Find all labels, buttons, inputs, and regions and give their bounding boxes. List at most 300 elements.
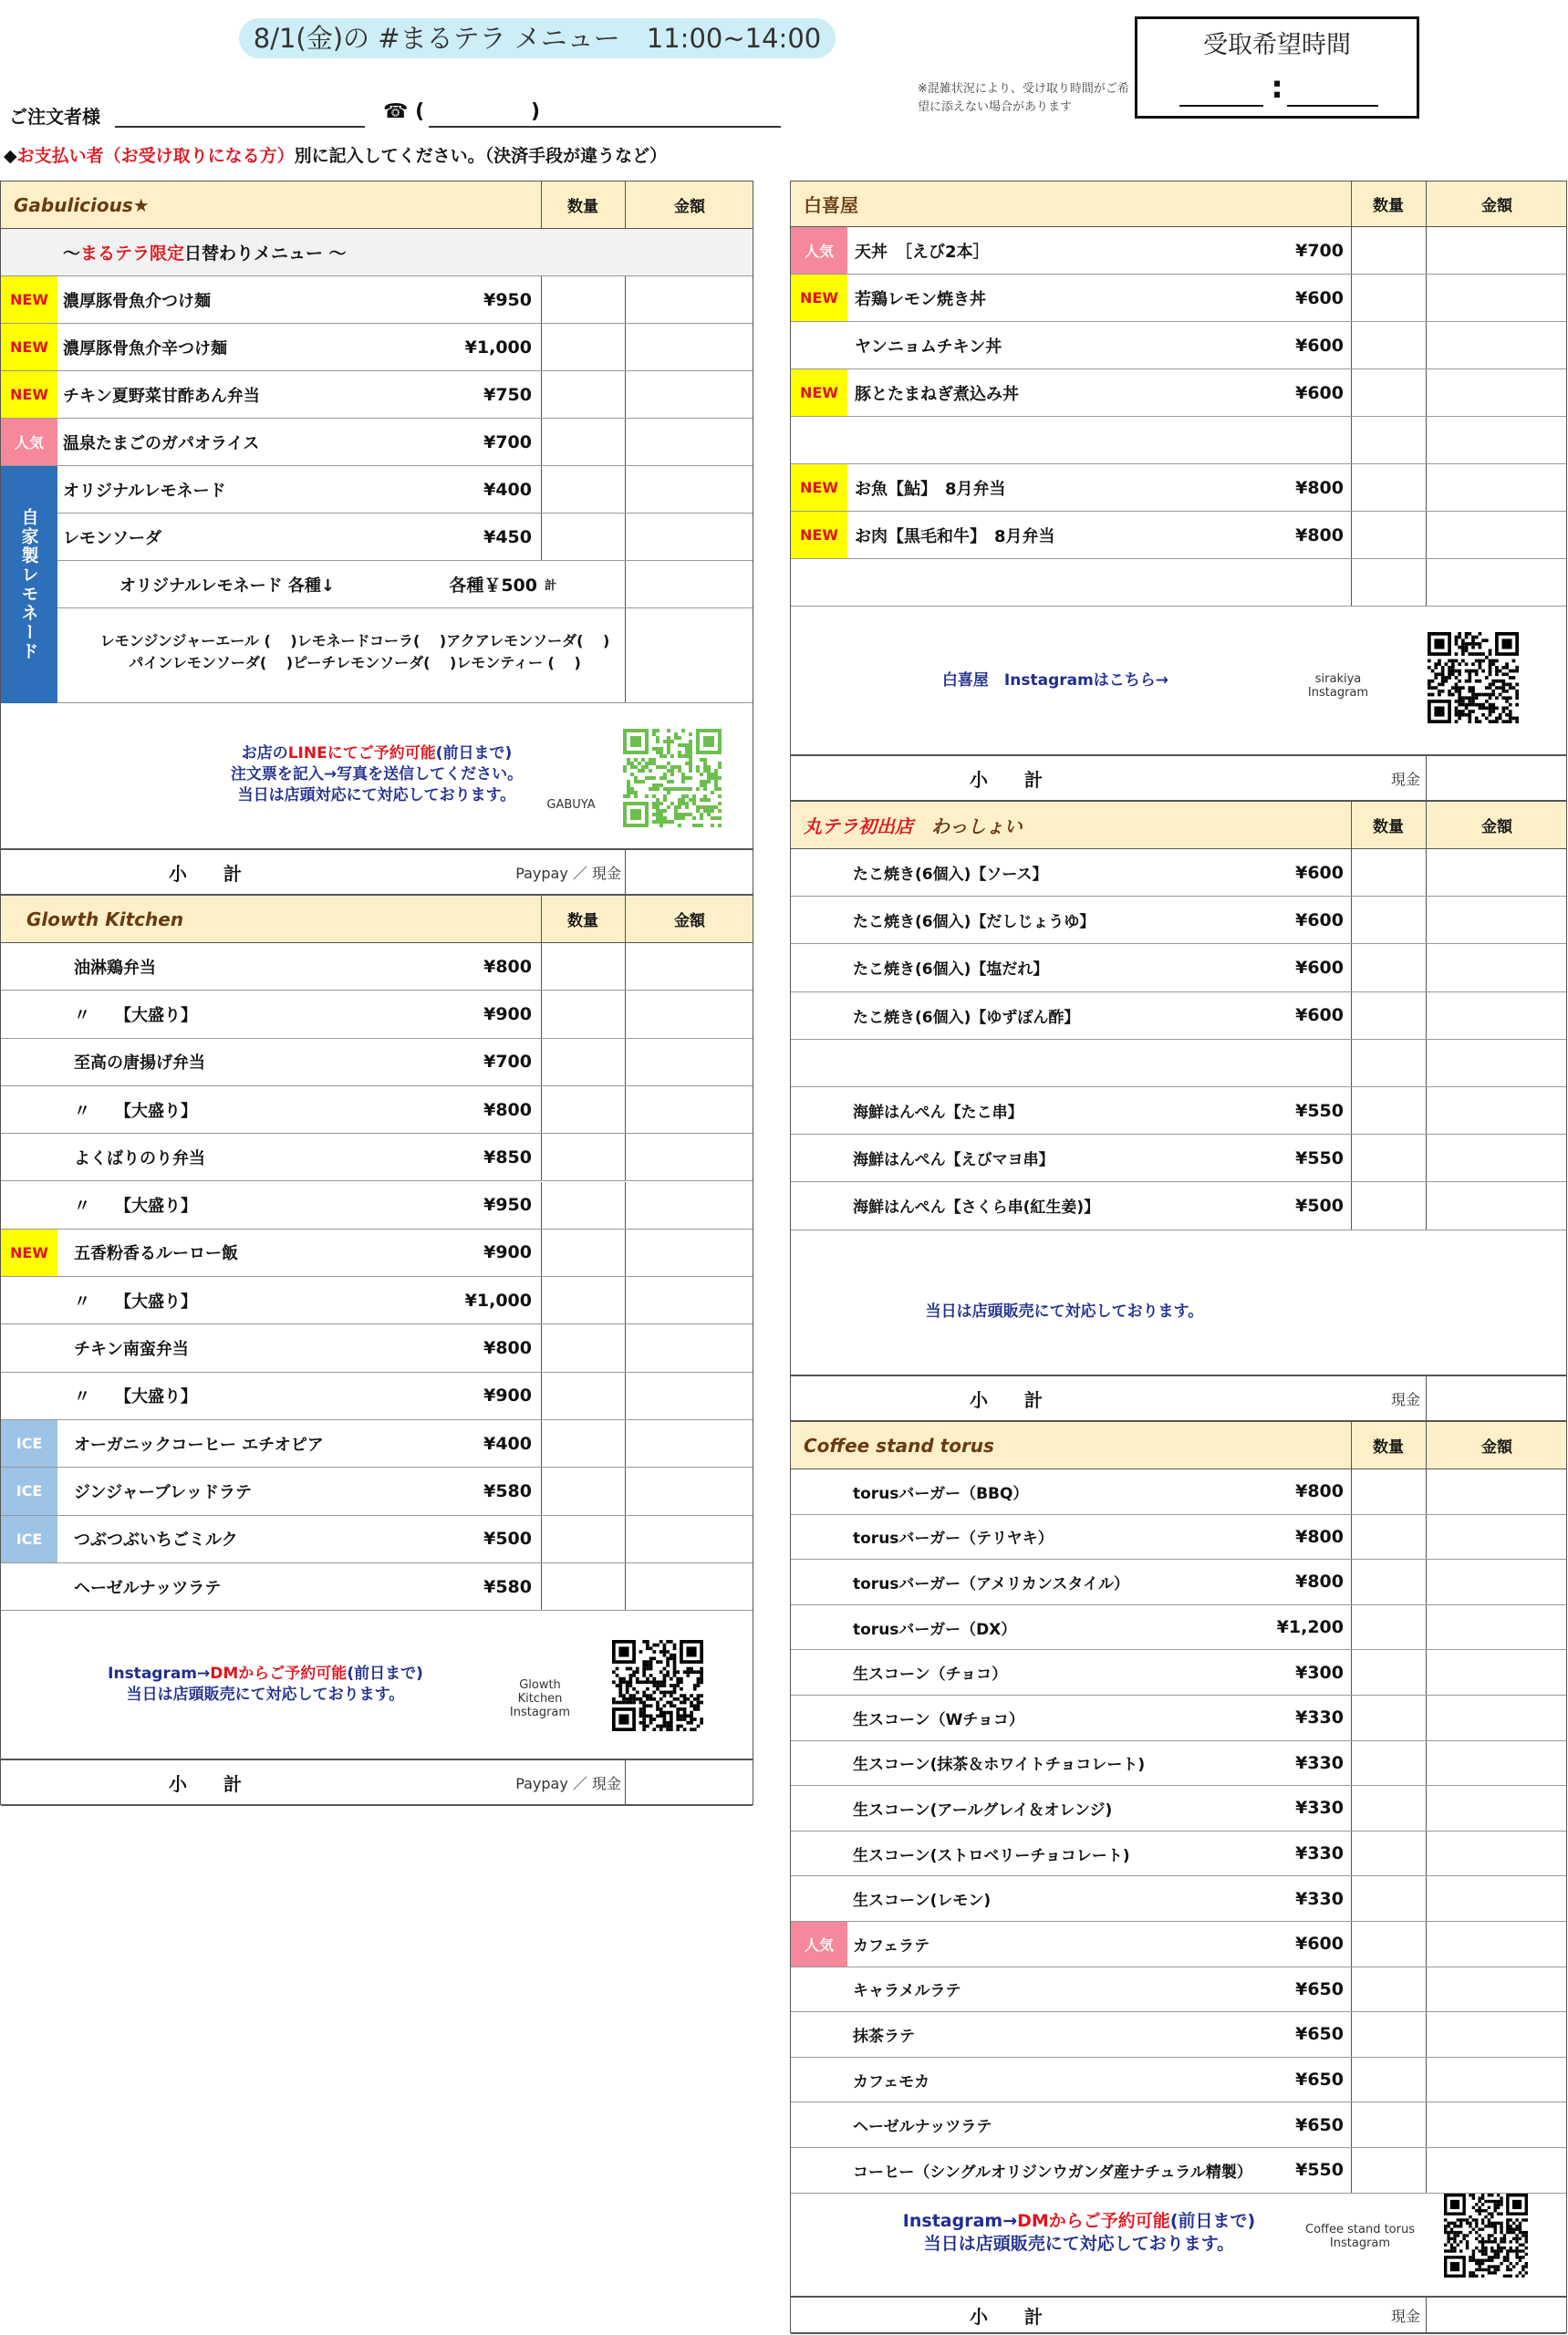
amount-cell <box>625 1468 626 1514</box>
qty-input[interactable] <box>541 1516 626 1562</box>
qty-header: 数量 <box>1373 197 1404 215</box>
qty-input[interactable] <box>1351 2102 1427 2147</box>
payment-methods: 現金 <box>1390 770 1420 788</box>
menu-item-row <box>1 1277 753 1324</box>
amount-cell <box>625 561 626 607</box>
item-name: 〃 【大盛り】 <box>74 1197 197 1217</box>
menu-item-row <box>57 514 753 561</box>
item-price: ¥600 <box>1295 335 1344 356</box>
item-badge: NEW <box>1 1230 57 1276</box>
amount-cell <box>1426 849 1427 896</box>
amount-header: 金額 <box>1481 197 1512 215</box>
qty-input[interactable] <box>1351 1696 1427 1740</box>
subtotal-row <box>791 754 1566 802</box>
item-name: 〃 【大盛り】 <box>74 1292 197 1312</box>
qty-input[interactable] <box>1351 322 1427 368</box>
item-price: ¥330 <box>1295 1707 1344 1728</box>
daily-menu-label <box>1 229 753 276</box>
qty-input[interactable] <box>1351 1087 1427 1134</box>
section-gabulicious <box>0 181 753 895</box>
qty-input[interactable] <box>541 1230 626 1276</box>
item-badge: NEW <box>1 324 57 370</box>
item-price: ¥900 <box>483 1242 532 1263</box>
item-badge: NEW <box>1 371 57 418</box>
qty-input[interactable] <box>541 1039 626 1085</box>
item-price <box>791 1040 1344 1086</box>
menu-item-row <box>1 1468 753 1515</box>
lemonade-options-line1: レモンジンジャーエール ( )レモネードコーラ( )アクアレモンソーダ( ) <box>99 632 610 649</box>
item-price: ¥600 <box>1295 1005 1344 1026</box>
amount-cell <box>1426 1087 1427 1134</box>
qty-input[interactable] <box>1351 1786 1427 1831</box>
item-price: ¥500 <box>483 1529 532 1550</box>
item-price: ¥330 <box>1295 1798 1344 1819</box>
item-price: ¥330 <box>1295 1752 1344 1773</box>
item-name: 生スコーン（Wチョコ） <box>853 1710 1024 1729</box>
item-name: ヘーゼルナッツラテ <box>74 1578 222 1598</box>
item-name: よくばりのり弁当 <box>74 1148 205 1168</box>
qty-input[interactable] <box>1351 992 1427 1039</box>
item-price: ¥800 <box>1295 1526 1344 1547</box>
subtotal-row <box>791 2296 1566 2334</box>
item-name: 五香粉香るルーロー飯 <box>74 1244 238 1264</box>
subtotal-label: 小 計 <box>970 2305 1043 2328</box>
phone-field[interactable] <box>429 126 781 128</box>
item-name: 抹茶ラテ <box>853 2027 915 2046</box>
lemonade-options-row[interactable] <box>57 608 753 703</box>
wasshoi-info: 当日は店頭販売にて対応しております。 <box>925 1302 1204 1321</box>
amount-cell <box>1426 1040 1427 1086</box>
item-name: お肉【黒毛和牛】 8月弁当 <box>855 526 1055 546</box>
item-price: ¥900 <box>483 1003 532 1024</box>
qty-input[interactable] <box>541 1420 626 1467</box>
menu-item-row <box>791 1967 1566 2013</box>
qty-input[interactable] <box>1351 1922 1427 1967</box>
item-name: 温泉たまごのガパオライス <box>63 433 260 453</box>
menu-item-row <box>791 1876 1566 1922</box>
item-name: ヤンニョムチキン丼 <box>855 337 1002 357</box>
pickup-time-label: 受取希望時間 <box>1203 31 1351 59</box>
item-badge: ICE <box>1 1468 57 1514</box>
amount-cell <box>625 1420 626 1467</box>
item-name: 海鮮はんぺん【たこ串】 <box>853 1104 1023 1123</box>
amount-cell <box>1426 559 1427 606</box>
item-price: ¥700 <box>483 1052 532 1073</box>
menu-item-row <box>791 1040 1566 1087</box>
qr-caption: GABUYA <box>546 798 596 812</box>
menu-item-row <box>791 1135 1566 1182</box>
item-name: オーガニックコーヒー エチオピア <box>74 1435 324 1455</box>
amount-header: 金額 <box>1481 1438 1512 1457</box>
item-price: ¥550 <box>1295 1100 1344 1121</box>
qty-input[interactable] <box>541 1086 626 1133</box>
shop-name: Gabulicious★ <box>14 193 150 216</box>
qty-input[interactable] <box>541 276 626 323</box>
qty-input[interactable] <box>1351 2012 1427 2057</box>
menu-item-row <box>791 1922 1566 1967</box>
item-name: 〃 【大盛り】 <box>74 1101 197 1121</box>
menu-item-row <box>1 1420 753 1468</box>
payer-note-rest: 別に記入してください。（決済手段が違うなど） <box>294 146 668 166</box>
amount-cell <box>1426 1741 1427 1786</box>
item-price: ¥800 <box>1295 1481 1344 1502</box>
amount-cell <box>1426 1832 1427 1876</box>
amount-header: 金額 <box>1481 818 1512 836</box>
item-badge: ICE <box>1 1420 57 1467</box>
qty-input[interactable] <box>541 1324 626 1371</box>
qty-input[interactable] <box>1351 417 1427 463</box>
qty-input[interactable] <box>1351 1967 1427 2012</box>
item-name: チキン南蛮弁当 <box>74 1340 189 1360</box>
qty-input[interactable] <box>1351 1040 1427 1086</box>
qty-input[interactable] <box>1351 1605 1427 1650</box>
menu-item-row <box>791 1832 1566 1877</box>
item-price: ¥1,200 <box>1276 1617 1344 1638</box>
item-price <box>791 559 1344 606</box>
shop-name: 丸テラ初出店 わっしょい <box>804 815 1023 837</box>
qr-caption: Glowth Kitchen Instagram <box>509 1678 571 1719</box>
qty-input[interactable] <box>541 466 626 513</box>
menu-item-row <box>57 466 753 514</box>
item-price: ¥400 <box>483 1433 532 1454</box>
qty-input[interactable] <box>541 1277 626 1323</box>
payer-note-red: お支払い者（お受け取りになる方） <box>16 146 295 166</box>
amount-cell <box>625 1182 626 1229</box>
section-header <box>1 182 753 229</box>
item-name: 〃 【大盛り】 <box>74 1005 197 1025</box>
amount-cell <box>1426 275 1427 321</box>
shirakiya-instagram-info: 白喜屋 Instagramはこちら→ <box>941 671 1169 690</box>
item-name: コーヒー（シングルオリジンウガンダ産ナチュラル精製） <box>853 2163 1252 2182</box>
qty-input[interactable] <box>1351 1469 1427 1514</box>
item-name: torusバーガー（アメリカンスタイル） <box>853 1574 1130 1593</box>
item-price: ¥850 <box>483 1147 532 1168</box>
item-name: 天丼 ［えび2本］ <box>855 242 990 262</box>
menu-item-row <box>791 322 1566 369</box>
section-wasshoi <box>790 801 1567 1421</box>
item-name: ヘーゼルナッツラテ <box>853 2118 992 2137</box>
torus-instagram-info: Instagram→DMからご予約可能(前日まで) 当日は店頭販売にて対応しております。 <box>902 2211 1256 2254</box>
qty-input[interactable] <box>541 1134 626 1180</box>
item-name: たこ焼き(6個入)【ソース】 <box>853 866 1048 885</box>
item-name: 濃厚豚骨魚介つけ麺 <box>63 291 211 311</box>
qty-input[interactable] <box>541 943 626 990</box>
amount-cell <box>625 1516 626 1562</box>
lemonade-category-label: 自家製レモネード <box>1 466 57 703</box>
item-name: 生スコーン(アールグレイ＆オレンジ) <box>853 1801 1113 1820</box>
menu-item-row <box>791 897 1566 944</box>
qty-input[interactable] <box>541 991 626 1037</box>
section-header <box>791 802 1566 849</box>
amount-header: 金額 <box>674 198 705 216</box>
qty-input[interactable] <box>1351 944 1427 991</box>
section-header <box>1 896 753 943</box>
qty-input[interactable] <box>541 1373 626 1419</box>
pickup-time-box[interactable] <box>1135 16 1419 119</box>
qty-input[interactable] <box>1351 369 1427 416</box>
phone-close-paren: ) <box>531 100 541 123</box>
amount-cell <box>1426 512 1427 558</box>
amount-cell <box>1426 1135 1427 1181</box>
amount-cell <box>1426 992 1427 1039</box>
item-name: 豚とたまねぎ煮込み丼 <box>855 384 1019 404</box>
item-price: ¥950 <box>483 289 532 310</box>
section-coffee-stand-torus <box>790 1421 1567 2333</box>
item-price: ¥800 <box>483 1099 532 1120</box>
item-badge: 人気 <box>791 1922 847 1967</box>
qty-input[interactable] <box>1351 897 1427 943</box>
menu-item-row <box>1 1230 753 1277</box>
amount-cell <box>1426 1515 1427 1560</box>
qty-input[interactable] <box>541 324 626 370</box>
shop-name: Glowth Kitchen <box>26 908 184 930</box>
menu-item-row <box>791 1469 1566 1515</box>
shop-name: Coffee stand torus <box>804 1434 994 1457</box>
subtotal-label: 小 計 <box>970 768 1043 791</box>
menu-item-row <box>791 1696 1566 1741</box>
menu-item-row <box>791 464 1566 512</box>
item-badge: NEW <box>791 275 847 321</box>
item-price: ¥650 <box>1295 2070 1344 2091</box>
gabulicious-line-info: お店のLINEにてご予約可能(前日まで) 注文票を記入→写真を送信してください。 当日は店頭対応にて対応しております。 <box>230 744 524 804</box>
qty-header: 数量 <box>567 912 598 930</box>
subtotal-row <box>1 848 753 896</box>
qty-input[interactable] <box>1351 275 1427 321</box>
phone-label: ☎ ( <box>383 100 425 123</box>
amount-cell <box>1426 369 1427 416</box>
amount-cell <box>625 466 626 513</box>
menu-item-row <box>791 944 1566 991</box>
item-price: ¥650 <box>1295 2024 1344 2045</box>
item-name: 生スコーン(ストロベリーチョコレート) <box>853 1846 1130 1865</box>
item-price: ¥700 <box>483 431 532 452</box>
item-price: ¥800 <box>1295 1572 1344 1593</box>
qty-input[interactable] <box>1351 1741 1427 1786</box>
amount-cell <box>625 1086 626 1133</box>
pickup-minute-line <box>1287 105 1378 107</box>
item-name: 至高の唐揚げ弁当 <box>74 1053 205 1074</box>
qty-input[interactable] <box>1351 1182 1427 1229</box>
item-name: 生スコーン(レモン) <box>853 1892 992 1911</box>
item-price: ¥800 <box>1295 477 1344 498</box>
item-name: 生スコーン(抹茶＆ホワイトチョコレート) <box>853 1756 1146 1775</box>
subtotal-row <box>791 1375 1566 1422</box>
item-name: たこ焼き(6個入)【だしじょうゆ】 <box>853 913 1096 932</box>
qty-input[interactable] <box>1351 1560 1427 1604</box>
menu-item-row <box>791 992 1566 1040</box>
item-name: お魚【鮎】 8月弁当 <box>855 479 1006 499</box>
qty-input[interactable] <box>1351 464 1427 511</box>
amount-cell <box>625 419 626 465</box>
glowth-instagram-qr[interactable] <box>612 1640 703 1731</box>
total-mark: 計 <box>545 579 557 593</box>
qty-input[interactable] <box>1351 512 1427 558</box>
item-price: ¥600 <box>1295 862 1344 883</box>
torus-instagram-qr[interactable] <box>1444 2194 1528 2278</box>
menu-item-row <box>791 1087 1566 1135</box>
amount-cell <box>1426 2102 1427 2147</box>
item-price: ¥900 <box>483 1385 532 1406</box>
item-price: ¥330 <box>1295 1843 1344 1864</box>
amount-cell <box>1426 1922 1427 1967</box>
menu-item-row <box>791 227 1566 275</box>
menu-item-row <box>791 417 1566 464</box>
shirakiya-instagram-qr[interactable] <box>1428 632 1519 723</box>
amount-cell <box>625 608 626 702</box>
amount-cell <box>625 1277 626 1323</box>
item-name: つぶつぶいちごミルク <box>74 1531 238 1551</box>
item-price: ¥600 <box>1295 957 1344 978</box>
menu-item-row <box>791 1560 1566 1605</box>
qty-header: 数量 <box>1373 818 1404 836</box>
item-price: ¥400 <box>483 479 532 500</box>
menu-item-row <box>791 849 1566 897</box>
subtotal-row <box>1 1759 753 1806</box>
menu-item-row <box>1 1182 753 1230</box>
qty-input[interactable] <box>1351 1515 1427 1560</box>
qty-input[interactable] <box>1351 2148 1427 2193</box>
amount-cell <box>625 1563 626 1610</box>
qty-input[interactable] <box>1351 1876 1427 1921</box>
menu-item-row <box>791 1182 1566 1230</box>
item-name: 生スコーン（チョコ） <box>853 1666 1008 1685</box>
orderer-name-field[interactable] <box>115 126 365 128</box>
amount-cell <box>625 324 626 370</box>
amount-cell <box>625 514 626 560</box>
amount-cell <box>625 1230 626 1276</box>
menu-item-row <box>791 1650 1566 1696</box>
payment-methods: 現金 <box>1390 1390 1420 1408</box>
qty-input[interactable] <box>1351 2058 1427 2102</box>
amount-cell <box>625 943 626 990</box>
item-name: 海鮮はんぺん【えびマヨ串】 <box>853 1151 1054 1170</box>
qty-header: 数量 <box>567 198 598 216</box>
amount-cell <box>625 991 626 1037</box>
amount-cell <box>1426 2148 1427 2193</box>
qty-input[interactable] <box>1351 1832 1427 1876</box>
item-name: オリジナルレモネード 各種↓ <box>119 576 335 596</box>
qty-header: 数量 <box>1373 1438 1404 1457</box>
item-price: ¥700 <box>1295 240 1344 261</box>
menu-item-row <box>1 324 753 371</box>
menu-title: 8/1(金)の #まるテラ メニュー 11:00~14:00 <box>239 18 836 58</box>
line-qr-code[interactable] <box>623 729 722 827</box>
qty-input[interactable] <box>541 371 626 418</box>
menu-item-row <box>791 2058 1566 2103</box>
item-price: ¥500 <box>1295 1195 1344 1216</box>
menu-item-row <box>1 1516 753 1563</box>
qty-input[interactable] <box>1351 227 1427 274</box>
menu-item-row <box>791 1605 1566 1651</box>
item-name: たこ焼き(6個入)【ゆずぽん酢】 <box>853 1008 1080 1027</box>
item-price: ¥650 <box>1295 2114 1344 2135</box>
qty-input[interactable] <box>541 1468 626 1514</box>
qty-input[interactable] <box>1351 559 1427 606</box>
subtotal-label: 小 計 <box>169 862 242 885</box>
item-name: torusバーガー（テリヤキ） <box>853 1530 1054 1549</box>
item-price: ¥550 <box>1295 1147 1344 1168</box>
amount-cell <box>1426 1605 1427 1650</box>
menu-item-row <box>791 2148 1566 2194</box>
menu-item-row <box>1 991 753 1038</box>
item-price: ¥1,000 <box>464 337 532 358</box>
amount-cell <box>625 1134 626 1180</box>
amount-cell <box>1426 1967 1427 2012</box>
daily-menu-text: ～ まるテラ限定 日替わりメニュー ～ <box>63 244 347 264</box>
section-header <box>791 1422 1566 1469</box>
item-badge: NEW <box>1 276 57 323</box>
item-name: カフェモカ <box>853 2072 930 2091</box>
menu-item-row <box>791 2102 1566 2148</box>
item-badge: 人気 <box>1 419 57 465</box>
qty-input[interactable] <box>1351 1650 1427 1695</box>
amount-cell <box>625 1324 626 1371</box>
amount-cell <box>1426 322 1427 368</box>
item-name: 海鮮はんぺん【さくら串(紅生姜)】 <box>853 1199 1100 1218</box>
item-badge: NEW <box>791 464 847 511</box>
menu-item-row <box>791 1786 1566 1832</box>
qty-input[interactable] <box>541 1182 626 1229</box>
amount-cell <box>625 1039 626 1085</box>
orderer-label: ご注文者様 <box>9 106 100 128</box>
menu-item-row <box>791 559 1566 607</box>
menu-item-row <box>1 419 753 466</box>
item-price: ¥330 <box>1295 1888 1344 1909</box>
amount-cell <box>1426 227 1427 274</box>
item-name: チキン夏野菜甘酢あん弁当 <box>63 386 260 406</box>
item-price: ¥600 <box>1295 1934 1344 1955</box>
item-price: ¥300 <box>1295 1662 1344 1683</box>
qty-input[interactable] <box>541 419 626 465</box>
qty-input[interactable] <box>541 1563 626 1610</box>
item-name: 油淋鶏弁当 <box>74 958 156 978</box>
item-price: ¥1,000 <box>464 1290 532 1311</box>
qr-caption: sirakiya Instagram <box>1307 672 1369 700</box>
menu-item-row <box>1 1134 753 1181</box>
payer-note <box>4 142 667 167</box>
menu-item-row <box>1 1563 753 1611</box>
menu-item-row <box>791 512 1566 559</box>
menu-item-row <box>1 371 753 419</box>
item-name: レモンソーダ <box>63 528 161 548</box>
item-name: 若鶏レモン焼き丼 <box>855 289 986 309</box>
amount-cell <box>1426 2058 1427 2102</box>
item-name: torusバーガー（BBQ） <box>853 1484 1029 1503</box>
item-badge: ICE <box>1 1516 57 1562</box>
qty-input[interactable] <box>1351 849 1427 896</box>
amount-cell <box>625 1373 626 1419</box>
qr-caption: Coffee stand torus Instagram <box>1305 2223 1415 2250</box>
item-price: ¥580 <box>483 1576 532 1597</box>
menu-item-row <box>1 276 753 324</box>
amount-cell <box>625 276 626 323</box>
item-name: たこ焼き(6個入)【塩だれ】 <box>853 960 1049 980</box>
item-badge: NEW <box>791 512 847 558</box>
amount-cell <box>1426 1786 1427 1831</box>
qty-input[interactable] <box>1351 1135 1427 1181</box>
amount-cell <box>1426 417 1427 463</box>
pickup-hour-line <box>1179 105 1263 107</box>
amount-cell <box>1426 944 1427 991</box>
qty-input[interactable] <box>541 514 626 560</box>
item-badge: 人気 <box>791 227 847 274</box>
amount-cell <box>1426 1560 1427 1604</box>
item-name: オリジナルレモネード <box>63 481 226 501</box>
item-price: ¥550 <box>1295 2160 1344 2181</box>
item-price: ¥580 <box>483 1480 532 1501</box>
pickup-note: ※混雑状況により、受け取り時間がご希望に添えない場合があります <box>918 82 1129 114</box>
item-price: ¥600 <box>1295 382 1344 403</box>
